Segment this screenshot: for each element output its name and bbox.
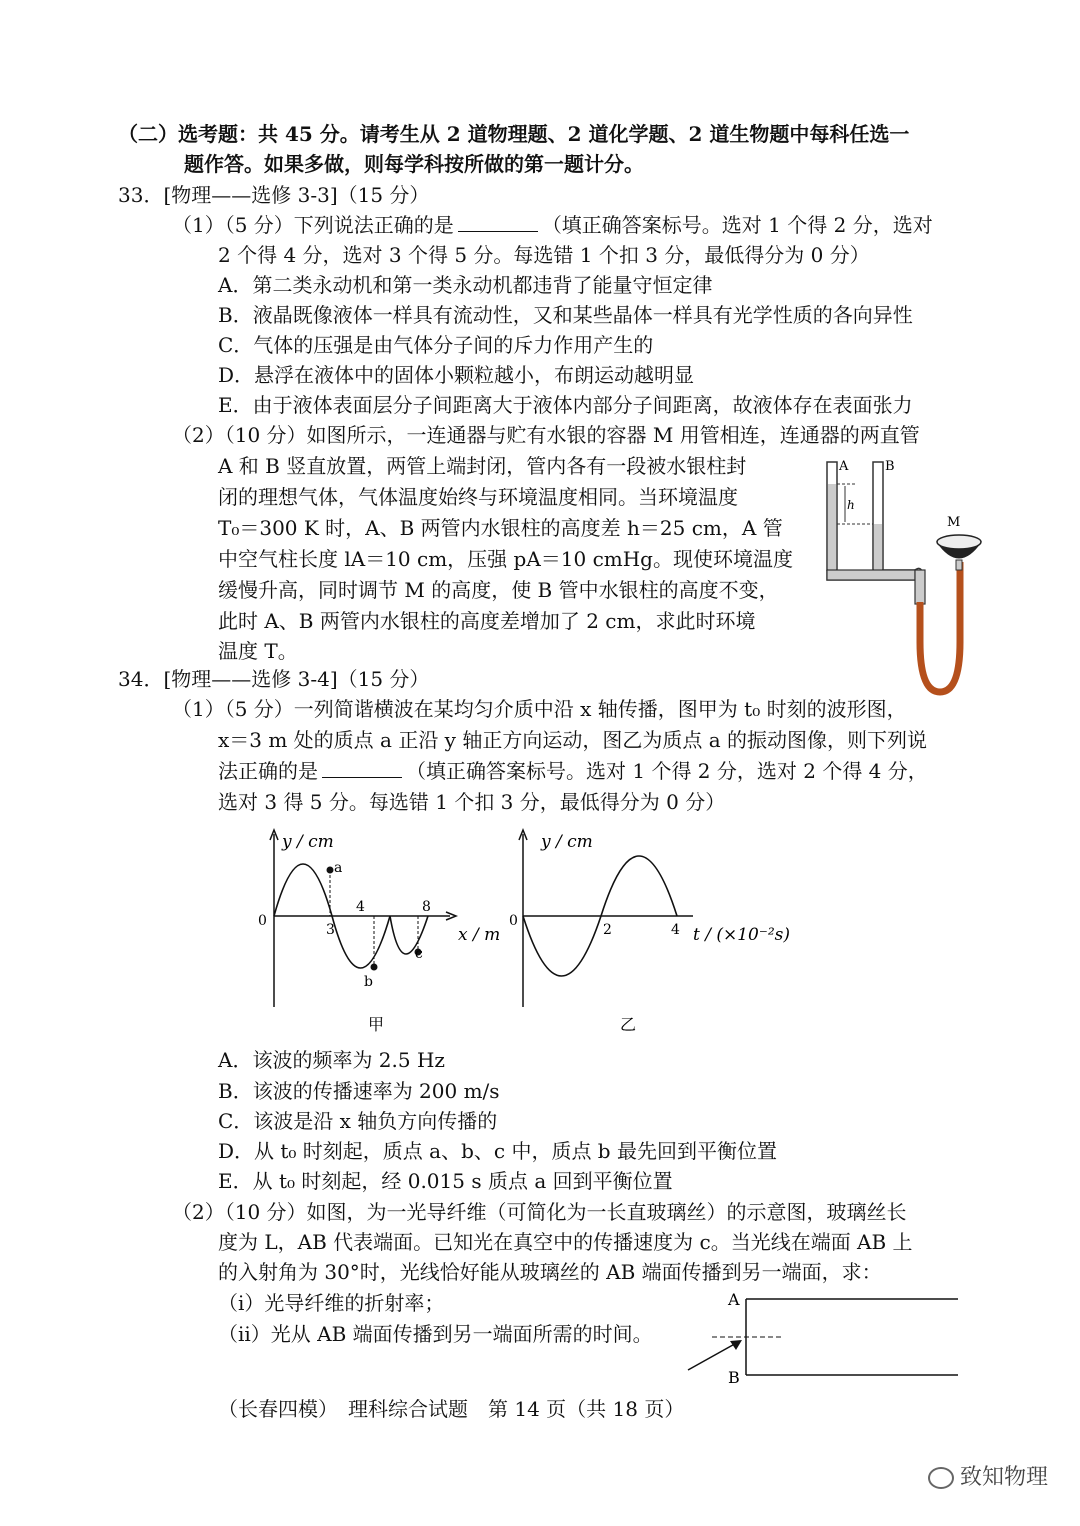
q33-part2-line-5: 中空气柱长度 lA＝10 cm，压强 pA＝10 cmHg。现使环境温度 [218, 547, 793, 571]
graph-jia-xlabel: x / m [458, 925, 501, 945]
q33-part2-line-1: （2）（10 分）如图所示，一连通器与贮有水银的容器 M 用管相连，连通器的两直管 [172, 423, 920, 447]
graph-jia-ylabel: y / cm [282, 832, 334, 852]
q34-part1-line-3 [218, 757, 928, 785]
graph-yi-ylabel: y / cm [541, 832, 593, 852]
q33-part2-line-8: 温度 T。 [218, 639, 298, 663]
q33-option-a: A．第二类永动机和第一类永动机都违背了能量守恒定律 [218, 273, 713, 297]
graph-jia-tick-8: 8 [422, 899, 431, 915]
page-footer: （长春四模） 理科综合试题 第 14 页（共 18 页） [218, 1397, 685, 1421]
connected-vessel-figure [815, 452, 1005, 697]
rubber-tube [920, 562, 960, 692]
q34-option-c: C．该波是沿 x 轴负方向传播的 [218, 1109, 498, 1133]
point-b [371, 964, 378, 971]
watermark-text: 致知物理 [959, 1465, 1048, 1490]
end-b-label: B [728, 1368, 740, 1387]
graph-yi-tick-4: 4 [671, 922, 680, 938]
q33-part2-line-6: 缓慢升高，同时调节 M 的高度，使 B 管中水银柱的高度不变， [218, 578, 779, 602]
tube-a-mercury [828, 484, 836, 570]
graph-jia-caption: 甲 [368, 1015, 385, 1034]
tube-b-mercury [874, 524, 882, 570]
graph-jia-tick-3: 3 [326, 922, 335, 938]
q34-part1-text-d: （填正确答案标号。选对 1 个得 2 分，选对 2 个得 4 分， [406, 759, 928, 783]
graph-jia-origin: 0 [258, 913, 267, 929]
point-a [327, 867, 334, 874]
q34-part2-line-3: 的入射角为 30°时，光线恰好能从玻璃丝的 AB 端面传播到另一端面，求： [218, 1260, 882, 1284]
q34-part2-line-5: （ii）光从 AB 端面传播到另一端面所需的时间。 [218, 1322, 653, 1346]
watermark [928, 1460, 1048, 1491]
optical-fiber-figure [680, 1285, 970, 1385]
q34-option-a: A．该波的频率为 2.5 Hz [218, 1048, 445, 1072]
q34-part2-line-4: （i）光导纤维的折射率； [218, 1291, 445, 1315]
wave-graph-jia [250, 822, 520, 1037]
vibration-graph-yi [509, 822, 815, 1037]
q33-option-b: B．液晶既像液体一样具有流动性，又和某些晶体一样具有光学性质的各向异性 [218, 303, 913, 327]
graph-yi-origin: 0 [509, 913, 518, 929]
graph-yi-xlabel: t / (×10⁻²s) [693, 925, 791, 945]
q33-part1-text-b: （填正确答案标号。选对 1 个得 2 分，选对 [541, 213, 933, 237]
q34-part1-line-4: 选对 3 得 5 分。每选错 1 个扣 3 分，最低得分为 0 分） [218, 790, 726, 814]
incident-ray [688, 1341, 740, 1370]
graph-jia-tick-4: 4 [356, 899, 365, 915]
q34-part2-line-1: （2）（10 分）如图，为一光导纤维（可简化为一长直玻璃丝）的示意图，玻璃丝长 [172, 1200, 907, 1224]
point-b-label: b [364, 974, 373, 990]
q33-option-d: D．悬浮在液体中的固体小颗粒越小，布朗运动越明显 [218, 363, 695, 387]
q34-part1-line-2: x＝3 m 处的质点 a 正沿 y 轴正方向运动，图乙为质点 a 的振动图像，则下列说 [218, 728, 927, 752]
end-a-label: A [728, 1290, 740, 1309]
connecting-pipe [827, 570, 915, 580]
q34-option-d: D．从 t₀ 时刻起，质点 a、b、c 中，质点 b 最先回到平衡位置 [218, 1139, 777, 1163]
q33-part1-text-a: （1）（5 分）下列说法正确的是 [172, 213, 454, 237]
q34-title: 34．[物理——选修 3-4]（15 分） [118, 667, 430, 691]
tube-a-label: A [839, 459, 849, 474]
q33-title: 33．[物理——选修 3-3]（15 分） [118, 183, 430, 207]
graph-yi-caption: 乙 [620, 1015, 637, 1034]
section-header-line-1: （二）选考题：共 45 分。请考生从 2 道物理题、2 道化学题、2 道生物题中每科任选一 [118, 122, 910, 146]
q34-option-e: E．从 t₀ 时刻起，经 0.015 s 质点 a 回到平衡位置 [218, 1169, 673, 1193]
q33-part2-line-2: A 和 B 竖直放置，两管上端封闭，管内各有一段被水银柱封 [218, 454, 747, 478]
q33-option-e: E．由于液体表面层分子间距离大于液体内部分子间距离，故液体存在表面张力 [218, 393, 913, 417]
q33-part1-line-2: 2 个得 4 分，选对 3 个得 5 分。每选错 1 个扣 3 分，最低得分为 0 分） [218, 243, 870, 267]
q34-part2-line-2: 度为 L，AB 代表端面。已知光在真空中的传播速度为 c。当光线在端面 AB 上 [218, 1230, 913, 1254]
answer-blank[interactable] [458, 211, 538, 232]
q33-part2-line-7: 此时 A、B 两管内水银柱的高度差增加了 2 cm，求此时环境 [218, 609, 756, 633]
q34-option-b: B．该波的传播速率为 200 m/s [218, 1079, 500, 1103]
wechat-icon [928, 1467, 954, 1489]
q34-part1-line-1: （1）（5 分）一列简谐横波在某均匀介质中沿 x 轴传播，图甲为 t₀ 时刻的波形图， [172, 697, 907, 721]
q33-option-c: C．气体的压强是由气体分子间的斥力作用产生的 [218, 333, 654, 357]
q33-part1-line-1 [172, 211, 933, 239]
tube-b-label: B [885, 459, 895, 474]
graph-yi-tick-2: 2 [603, 922, 612, 938]
point-a-label: a [334, 860, 343, 876]
answer-blank[interactable] [322, 757, 402, 778]
container-m-label: M [947, 515, 961, 530]
section-header-line-2: 题作答。如果多做，则每学科按所做的第一题计分。 [184, 152, 644, 176]
q33-part2-line-4: T₀＝300 K 时，A、B 两管内水银柱的高度差 h＝25 cm，A 管 [218, 516, 783, 540]
q34-part1-text-c: 法正确的是 [218, 759, 318, 783]
point-c-label: c [415, 946, 423, 962]
q33-part2-line-3: 闭的理想气体，气体温度始终与环境温度相同。当环境温度 [218, 485, 738, 509]
height-h-label: h [847, 498, 855, 512]
